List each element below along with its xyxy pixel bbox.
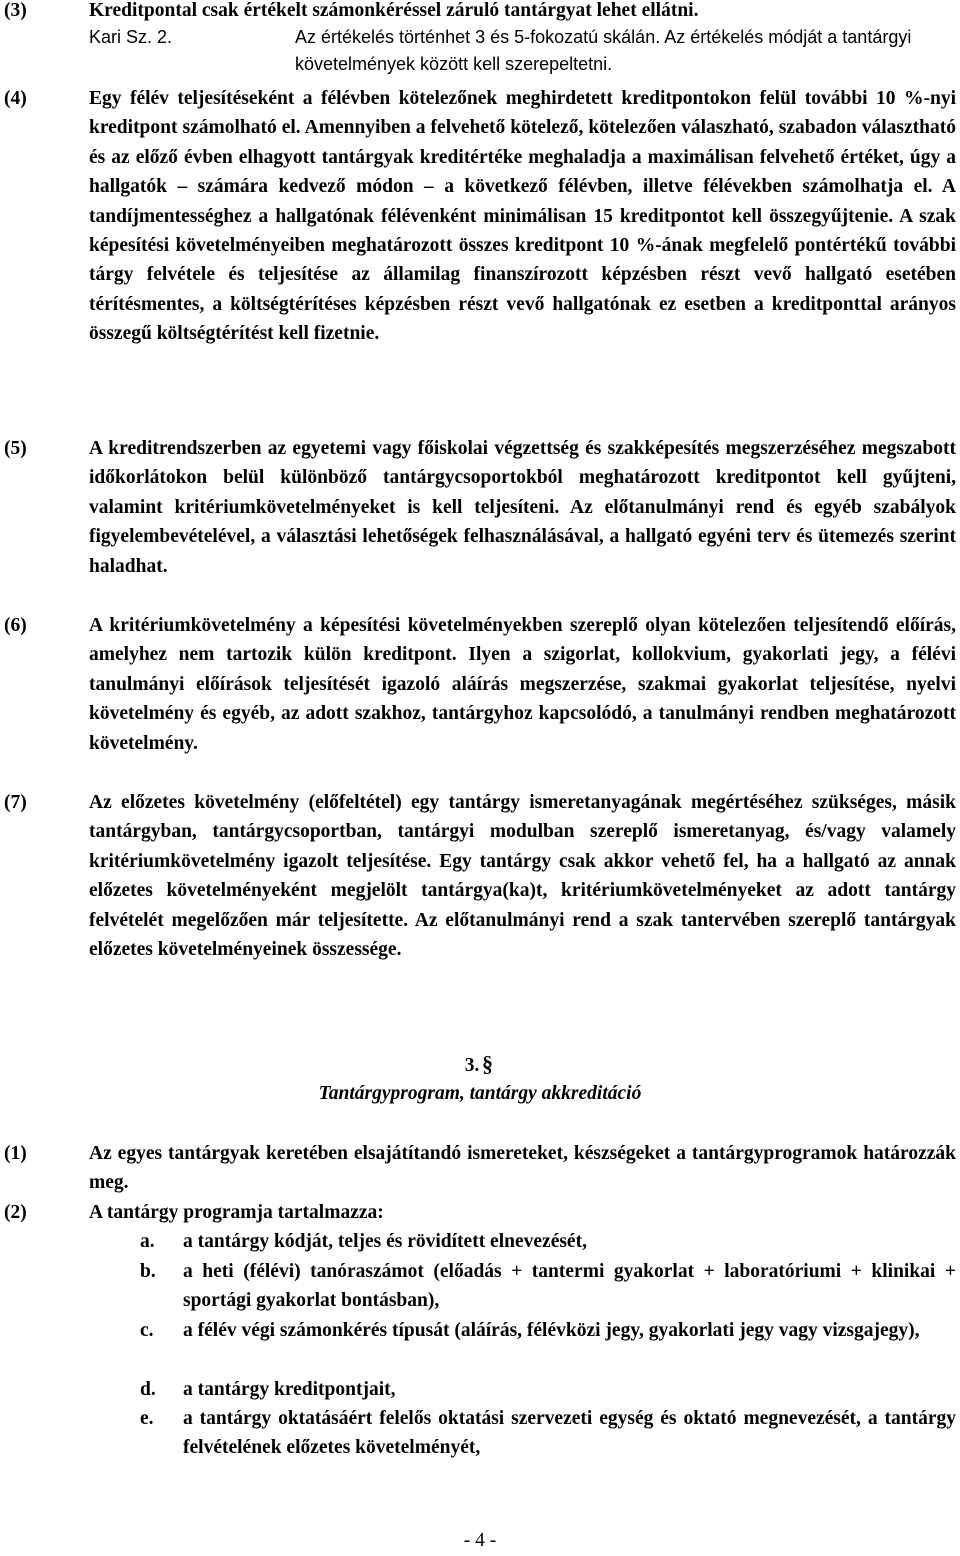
section-title: Tantárgyprogram, tantárgy akkreditáció bbox=[318, 1083, 642, 1104]
paragraph-number: (5) bbox=[4, 438, 27, 459]
list-text: a tantárgy kreditpontjait, bbox=[183, 1379, 396, 1400]
paragraph-text: Az előzetes követelmény (előfeltétel) egy tantárgy ismeretanyagának megértéséhez szükséges, másik tantárgyban, tantárgycsoportban, tantárgyi modulban szereplő ismeretanyag, és/vagy valamely kritériumkövetelmény igazolt teljesítése. Egy tantárgy csak akkor vehető fel, ha a hallgató az annak előzetes követelményeként megjelölt tantárgya(ka)t, kritériumkövetelményeket az adott tantárgy felvételét megelőzően már teljesítette. Az előtanulmányi rend a szak tantervében szereplő tantárgyak előzetes követelményeinek összessége. bbox=[89, 792, 956, 961]
paragraph-number: (3) bbox=[4, 0, 27, 21]
faculty-rule-text: Az értékelés történhet 3 és 5-fokozatú skálán. Az értékelés módját a tantárgyi követelmények között kell szerepeltetni. bbox=[295, 27, 912, 74]
svg-text:§: § bbox=[482, 1053, 494, 1075]
paragraph-text: A tantárgy programja tartalmazza: bbox=[89, 1202, 384, 1223]
paragraph-text: Az egyes tantárgyak keretében elsajátítandó ismereteket, készségeket a tantárgyprogramok határozzák meg. bbox=[89, 1143, 956, 1194]
paragraph-text: A kritériumkövetelmény a képesítési követelményekben szereplő olyan kötelezően teljesítendő előírás, amelyhez nem tartozik külön kreditpont. Ilyen a szigorlat, kollokvium, gyakorlati jegy, a félévi tanulmányi előírások teljesítését igazoló aláírás megszerzése, szakmai gyakorlat teljesítése, nyelvi követelmény és egyéb, az adott szakhoz, tantárgyhoz kapcsolódó, a tanulmányi rendben meghatározott követelmény. bbox=[89, 615, 956, 754]
list-label: a. bbox=[140, 1231, 155, 1252]
paragraph-text: A kreditrendszerben az egyetemi vagy főiskolai végzettség és szakképesítés megszerzéséhez megszabott időkorlátokon belül különböző tantárgycsoportokból meghatározott kreditpontot kell gyűjteni, valamint kritériumkövetelményeket is kell teljesíteni. Az előtanulmányi rend és egyéb szabályok figyelembevételével, a választási lehetőségek felhasználásával, a hallgató egyéni terv és ütemezés szerint haladhat. bbox=[89, 438, 956, 577]
section-number: 3. § bbox=[464, 1053, 494, 1076]
list-text: a tantárgy oktatásáért felelős oktatási szervezeti egység és oktató megnevezését, a tantárgy felvételének előzetes követelményét, bbox=[183, 1408, 956, 1459]
list-label: b. bbox=[140, 1261, 156, 1282]
section-sign-icon bbox=[481, 1053, 495, 1075]
paragraph-number: (6) bbox=[4, 615, 27, 636]
list-text: a heti (félévi) tanóraszámot (előadás + tantermi gyakorlat + laboratóriumi + klinikai + sportági gyakorlat bontásban), bbox=[183, 1261, 956, 1312]
paragraph-text: Egy félév teljesítéseként a félévben kötelezőnek meghirdetett kreditpontokon felül további 10 %-nyi kreditpont számolható el. Amennyiben a felvehető kötelező, kötelezően válaszható, szabadon választható és az előző évben elhagyott tantárgyak kreditértéke meghaladja a maximálisan felvehető értéket, úgy a hallgatók – számára kedvező módon – a következő félévben, illetve félévekben számolhatja el. A tandíjmentességhez a hallgatónak félévenként minimálisan 15 kreditpontot kell összegyűjtenie. A szak képesítési követelményeiben meghatározott összes kreditpont 10 %-ának megfelelő pontértékű további tárgy felvétele és teljesítése az államilag finanszírozott képzésben részt vevő hallgató esetében térítésmentes, a költségtérítéses képzésben részt vevő hallgatónak ez esetben a kreditponttal arányos összegű költségtérítést kell fizetnie. bbox=[89, 88, 956, 345]
list-label: d. bbox=[140, 1379, 156, 1400]
list-label: c. bbox=[140, 1320, 154, 1341]
paragraph-text: Kreditpontal csak értékelt számonkéréssel záruló tantárgyat lehet ellátni. bbox=[89, 0, 699, 21]
list-text: a félév végi számonkérés típusát (aláírás, félévközi jegy, gyakorlati jegy vagy vizsgajegy), bbox=[183, 1320, 920, 1341]
page-number: - 4 - bbox=[463, 1530, 497, 1551]
paragraph-number: (4) bbox=[4, 88, 27, 109]
paragraph-number: (1) bbox=[4, 1143, 27, 1164]
paragraph-number: (7) bbox=[4, 792, 27, 813]
list-text: a tantárgy kódját, teljes és rövidített elnevezését, bbox=[183, 1231, 587, 1252]
faculty-rule-reference: Kari Sz. 2. bbox=[89, 27, 173, 47]
list-label: e. bbox=[140, 1408, 154, 1429]
paragraph-number: (2) bbox=[4, 1202, 27, 1223]
